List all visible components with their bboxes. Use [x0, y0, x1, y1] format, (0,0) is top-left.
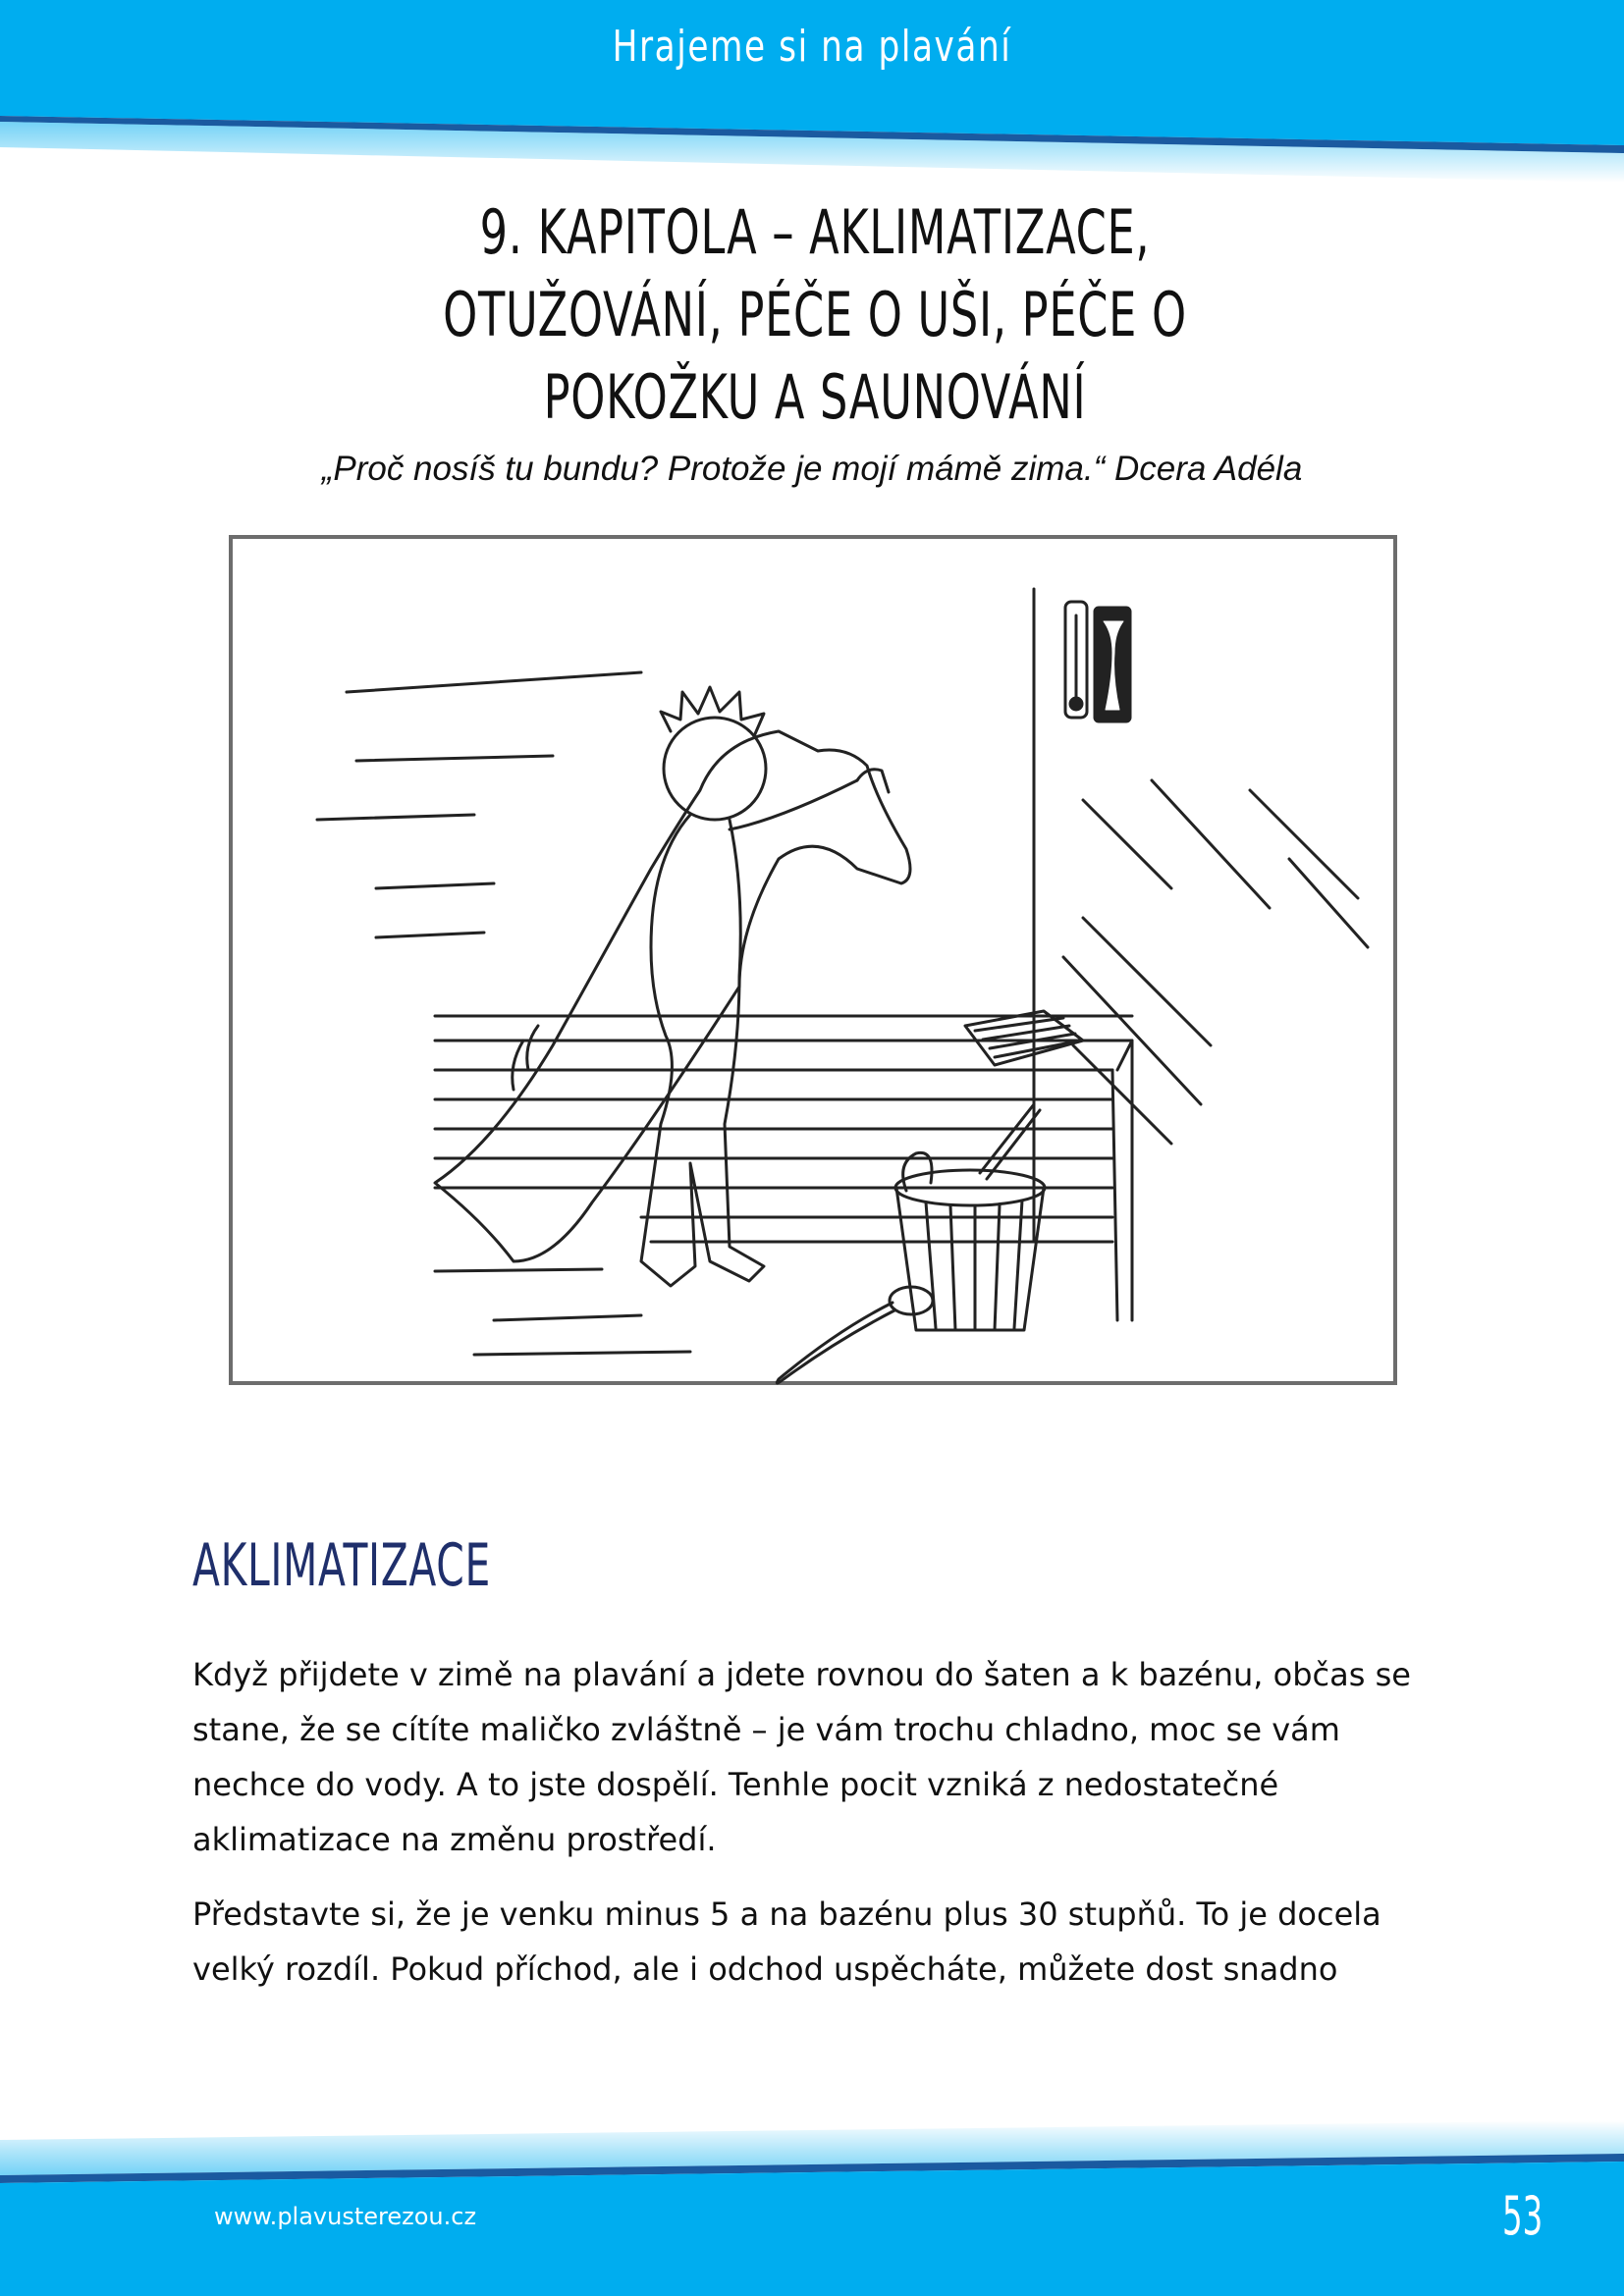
- body-text: [192, 1647, 1449, 2016]
- chapter-title: [391, 191, 1239, 439]
- footer-band: [0, 2101, 1624, 2296]
- sauna-child-illustration: [229, 535, 1397, 1385]
- footer-website-link[interactable]: www.plavusterezou.cz: [214, 2203, 477, 2230]
- running-header-title: Hrajeme si na plavání: [612, 22, 1012, 72]
- page-number: 53: [1502, 2185, 1543, 2247]
- section-heading-text: AKLIMATIZACE: [192, 1531, 491, 1600]
- chapter-title-line-1: 9. KAPITOLA – AKLIMATIZACE, OTUŽOVÁNÍ, PÉČE O UŠI, PÉČE O: [443, 196, 1187, 350]
- chapter-title-line-2: POKOŽKU A SAUNOVÁNÍ: [543, 361, 1087, 433]
- paragraph: Představte si, že je venku minus 5 a na bazénu plus 30 stupňů. To je docela velký rozdíl. Pokud příchod, ale i odchod uspěcháte, můžete dost snadno: [192, 1896, 1381, 1988]
- epigraph-quote: „Proč nosíš tu bundu? Protože je mojí mámě zima.“ Dcera Adéla: [321, 450, 1303, 488]
- paragraph: Když přijdete v zimě na plavání a jdete rovnou do šaten a k bazénu, občas se stane, že se cítíte maličko zvláštně – je vám trochu chladno, moc se vám nechce do vody. A to jste dospělí. Tenhle pocit vzniká z nedostatečné aklimatizace na změnu prostředí.: [192, 1656, 1411, 1858]
- section-heading: [192, 1531, 491, 1600]
